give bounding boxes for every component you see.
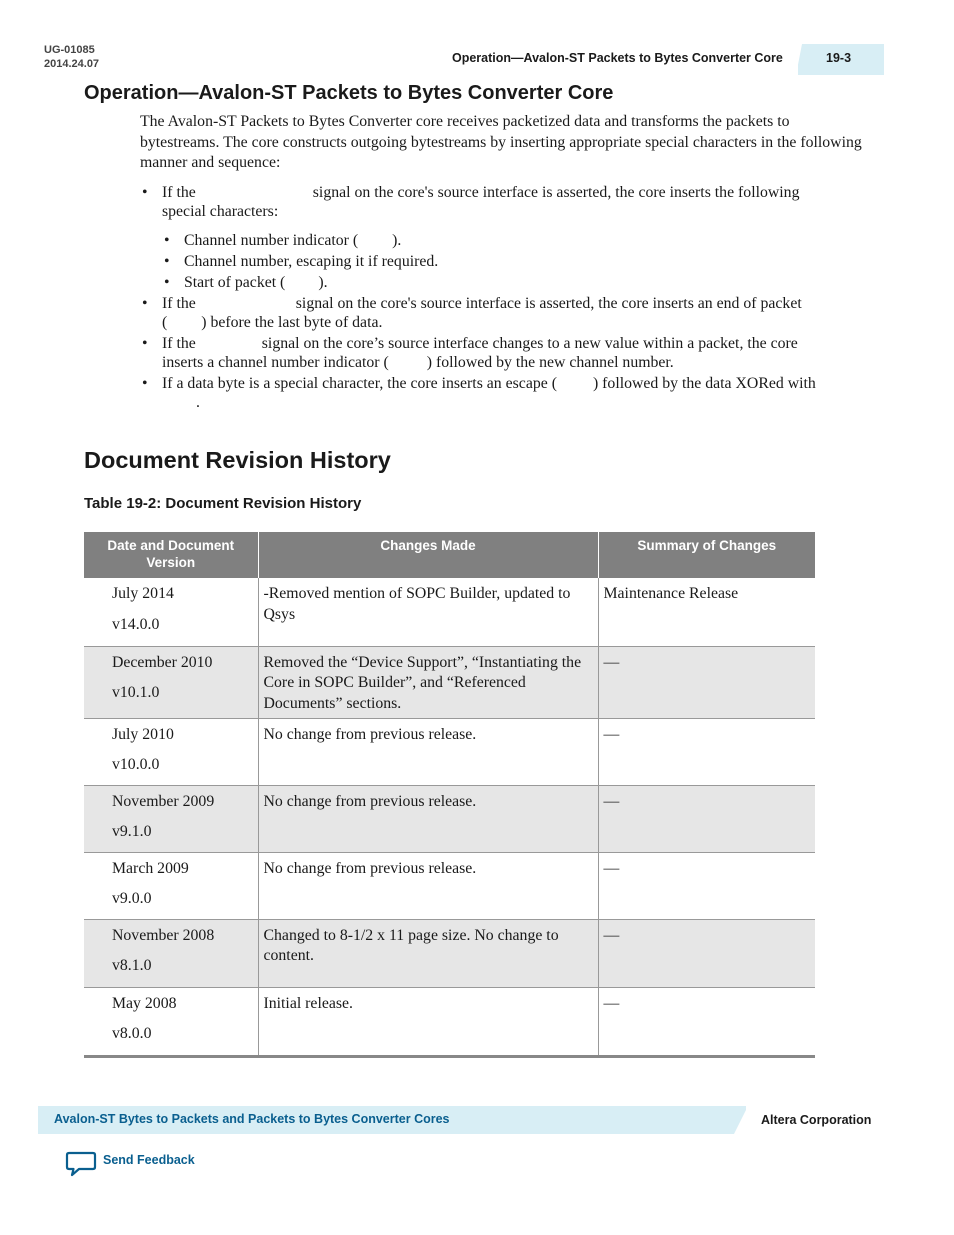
footer-band-slant	[734, 1106, 748, 1134]
row-date: July 2010	[112, 725, 174, 743]
row-version: v8.0.0	[112, 1025, 152, 1042]
row-summary: —	[598, 987, 815, 1056]
column-header-changes: Changes Made	[258, 532, 598, 578]
row-changes: Removed the “Device Support”, “Instantiating the Core in SOPC Builder”, and “Referenced Documents” sections.	[258, 646, 598, 718]
table-row	[84, 987, 815, 1056]
table-row	[84, 852, 815, 919]
bullet-escape-line2: .	[196, 394, 200, 411]
bullet-channel: • If the signal on the core’s source interface changes to a new value within a packet, the core	[142, 335, 798, 352]
page-number: 19-3	[826, 51, 852, 65]
column-header-date: Date and Document Version	[84, 532, 258, 578]
table-row	[84, 919, 815, 987]
section-intro: The Avalon-ST Packets to Bytes Converter core receives packetized data and transforms the packets to bytestreams. The core constructs outgoing bytestreams by inserting appropriate special characters in the following manner and sequence:	[140, 113, 862, 171]
bullet-escape: • If a data byte is a special character, the core inserts an escape ( ) followed by the data XORed with	[142, 375, 816, 392]
row-summary: —	[598, 919, 815, 987]
table-row	[84, 785, 815, 852]
row-date: December 2010	[112, 653, 213, 671]
doc-id-block	[44, 43, 99, 71]
row-date: May 2008	[112, 994, 177, 1012]
sub-bullet-start-of-packet: • Start of packet ( ).	[164, 274, 328, 291]
table-row	[84, 646, 815, 718]
row-version: v14.0.0	[112, 615, 160, 633]
revision-table	[84, 532, 815, 1058]
page-number-tab	[798, 44, 884, 75]
column-header-summary: Summary of Changes	[598, 532, 815, 578]
row-date: November 2009	[112, 792, 215, 810]
row-changes: No change from previous release.	[258, 718, 598, 785]
row-version: v10.0.0	[112, 756, 160, 773]
row-summary: —	[598, 785, 815, 852]
page-tab-slant	[796, 44, 802, 75]
row-version: v10.1.0	[112, 684, 160, 701]
table-row	[84, 578, 815, 646]
table-header-row	[84, 532, 815, 578]
table-row	[84, 718, 815, 785]
doc-date: 2014.24.07	[44, 58, 100, 70]
send-feedback-link[interactable]: Send Feedback	[103, 1153, 195, 1167]
sub-bullet-channel-indicator: • Channel number indicator ( ).	[164, 232, 402, 249]
row-summary: Maintenance Release	[598, 578, 815, 646]
revision-heading: Document Revision History	[84, 447, 391, 473]
table-caption: Table 19-2: Document Revision History	[84, 495, 362, 512]
bullet-channel-line2: inserts a channel number indicator ( ) followed by the new channel number.	[162, 354, 674, 371]
feedback-icon[interactable]	[65, 1150, 97, 1178]
row-changes: -Removed mention of SOPC Builder, updated to Qsys	[258, 578, 598, 646]
row-version: v9.0.0	[112, 890, 152, 907]
sub-bullet-channel-number: • Channel number, escaping it if required.	[164, 253, 439, 270]
row-changes: Changed to 8-1/2 x 11 page size. No change to content.	[258, 919, 598, 987]
bullet-sop: • If the signal on the core's source interface is asserted, the core inserts the following	[142, 184, 800, 201]
bullet-eop: • If the signal on the core's source interface is asserted, the core inserts an end of packet	[142, 295, 802, 312]
row-version: v9.1.0	[112, 823, 152, 840]
bullet-dot: •	[142, 184, 148, 201]
footer-company: Altera Corporation	[761, 1113, 872, 1127]
bullet-sop-line2: special characters:	[162, 203, 279, 220]
row-changes: No change from previous release.	[258, 785, 598, 852]
doc-id: UG-01085	[44, 44, 95, 56]
row-changes: Initial release.	[258, 987, 598, 1056]
bullet-eop-line2: ( ) before the last byte of data.	[162, 314, 383, 331]
row-date: November 2008	[112, 926, 215, 944]
row-date: July 2014	[112, 585, 174, 602]
row-summary: —	[598, 718, 815, 785]
footer-doc-link[interactable]: Avalon-ST Bytes to Packets and Packets to Bytes Converter Cores	[54, 1112, 450, 1126]
row-summary: —	[598, 646, 815, 718]
running-header-title: Operation—Avalon-ST Packets to Bytes Converter Core	[452, 51, 783, 65]
row-summary: —	[598, 852, 815, 919]
section-heading: Operation—Avalon-ST Packets to Bytes Converter Core	[84, 82, 614, 104]
row-date: March 2009	[112, 859, 189, 877]
row-changes: No change from previous release.	[258, 852, 598, 919]
row-version: v8.1.0	[112, 957, 152, 974]
